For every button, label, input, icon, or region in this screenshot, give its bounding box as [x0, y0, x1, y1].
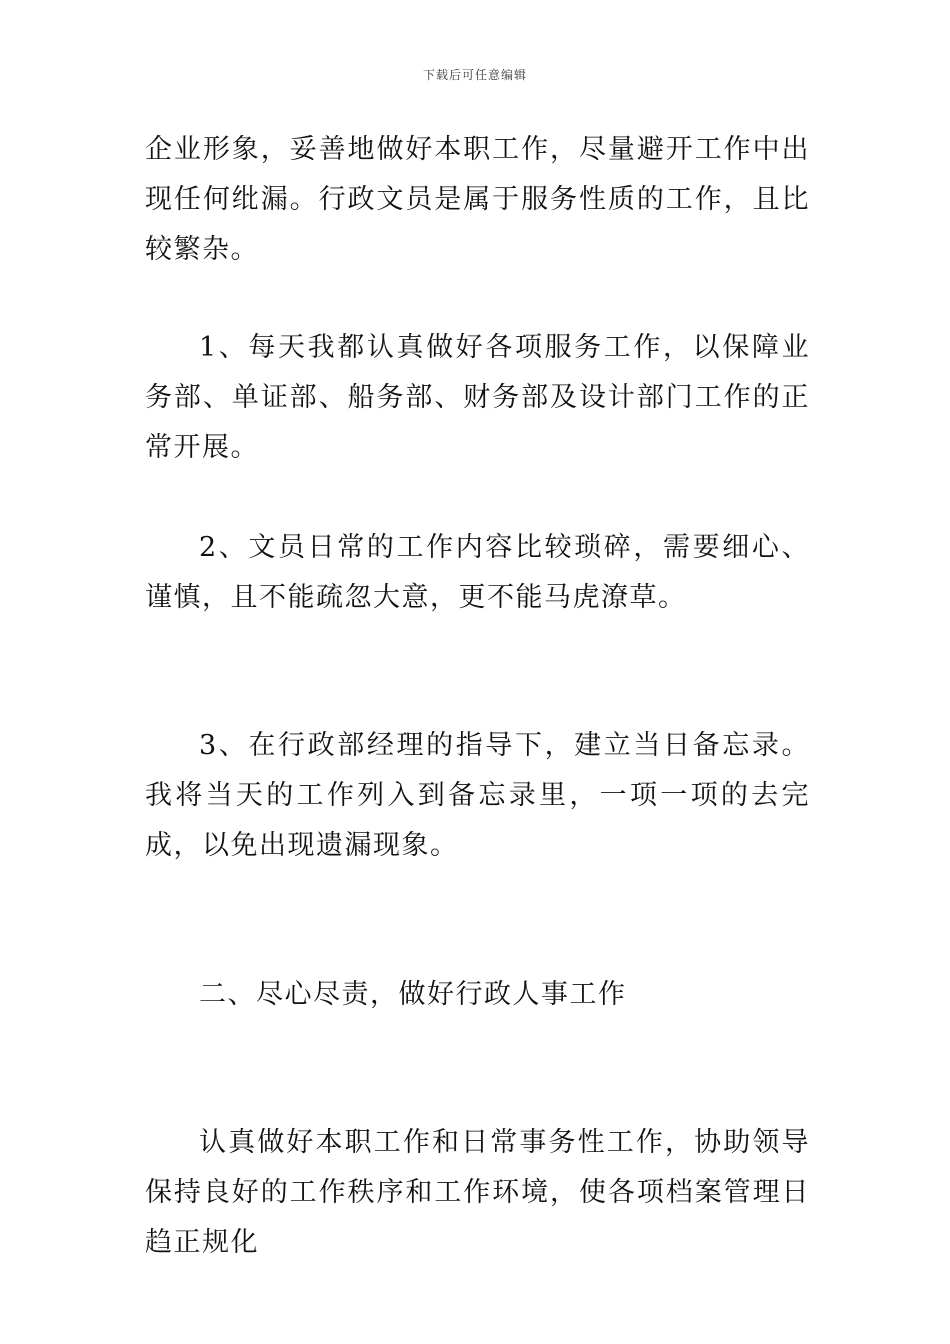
header-note: 下载后可任意编辑: [422, 68, 527, 82]
paragraph-item-2: 2、文员日常的工作内容比较琐碎，需要细心、谨慎，且不能疏忽大意，更不能马虎潦草。: [145, 532, 810, 613]
section-heading: 二、尽心尽责，做好行政人事工作: [199, 979, 627, 1010]
paragraph-item-3: 3、在行政部经理的指导下，建立当日备忘录。我将当天的工作列入到备忘录里，一项一项的去完成，以免出现遗漏现象。: [145, 730, 810, 861]
paragraph-item-1: 1、每天我都认真做好各项服务工作，以保障业务部、单证部、船务部、财务部及设计部门工作的正常开展。: [145, 332, 810, 463]
paragraph-continuation: 企业形象，妥善地做好本职工作，尽量避开工作中出现任何纰漏。行政文员是属于服务性质的工作，且比较繁杂。: [145, 134, 810, 265]
paragraph-section-body: 认真做好本职工作和日常事务性工作，协助领导保持良好的工作秩序和工作环境，使各项档案管理日趋正规化: [145, 1127, 810, 1258]
